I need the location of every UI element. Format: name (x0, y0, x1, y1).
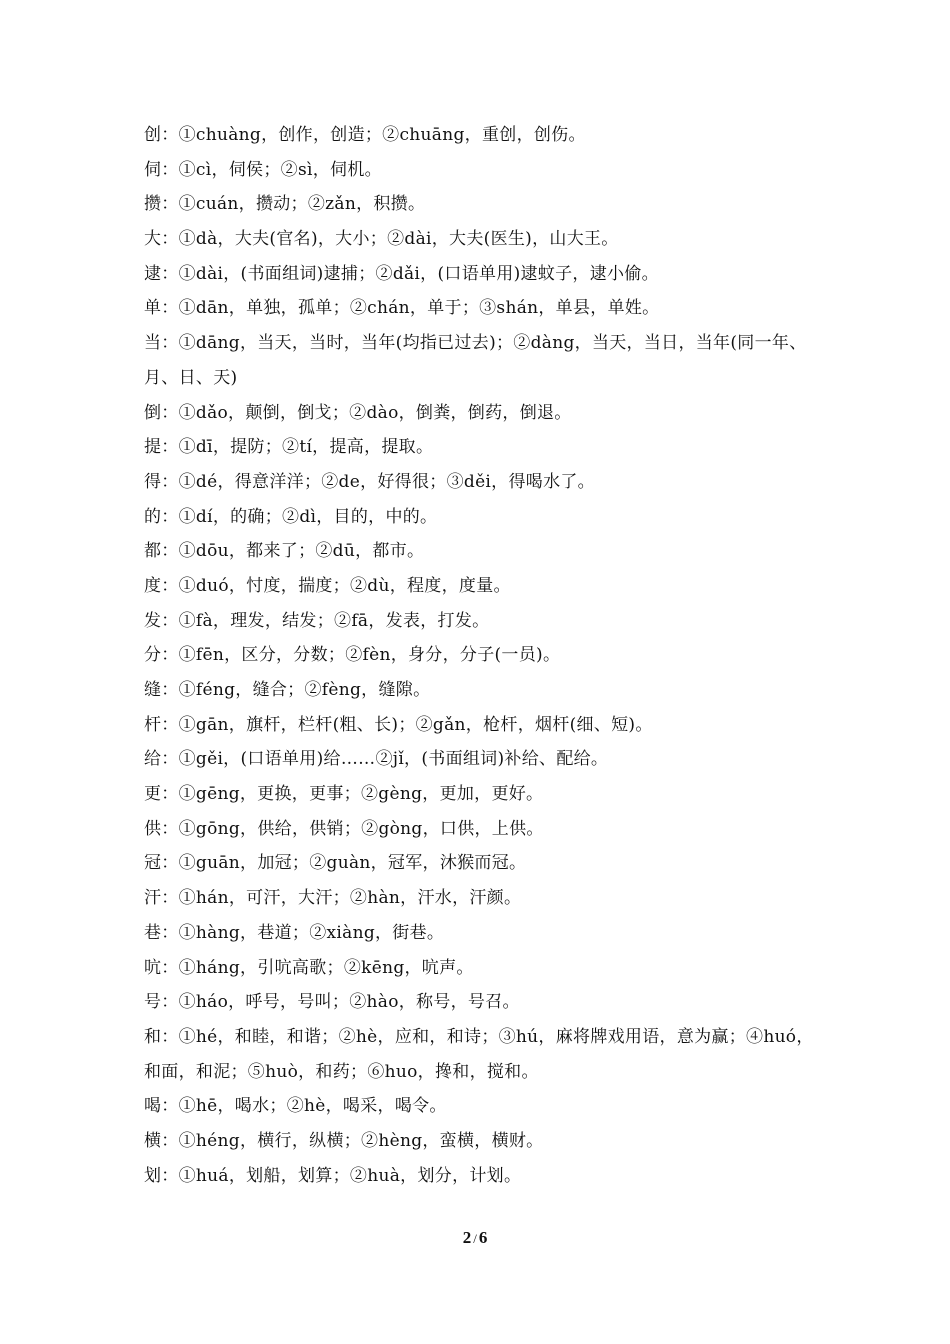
page-current: 2 (462, 1228, 472, 1247)
list-item: 当：①dāng，当天，当时，当年(均指已过去)；②dàng，当天，当日，当年(同一年、 (144, 333, 807, 354)
list-item: 分：①fēn，区分，分数；②fèn，身分，分子(一员)。 (144, 645, 561, 666)
list-item: 更：①gēng，更换，更事；②gèng，更加，更好。 (144, 784, 544, 805)
list-item: 单：①dān，单独，孤单；②chán，单于；③shán，单县，单姓。 (144, 298, 660, 319)
list-item: 横：①héng，横行，纵横；②hèng，蛮横，横财。 (144, 1130, 544, 1151)
list-item: 和：①hé，和睦，和谐；②hè，应和，和诗；③hú，麻将牌戏用语，意为赢；④huó， (144, 1026, 814, 1047)
page-separator: / (473, 1231, 477, 1246)
list-item: 都：①dōu，都来了；②dū，都市。 (144, 541, 425, 562)
list-item: 号：①háo，呼号，号叫；②hào，称号，号召。 (144, 992, 520, 1013)
list-item: 吭：①háng，引吭高歌；②kēng，吭声。 (144, 957, 474, 978)
list-item: 喝：①hē，喝水；②hè，喝采，喝令。 (144, 1096, 447, 1117)
list-item: 的：①dí，的确；②dì，目的，中的。 (144, 506, 438, 527)
list-item: 创：①chuàng，创作，创造；②chuāng，重创，创伤。 (144, 125, 586, 145)
list-item: 度：①duó，忖度，揣度；②dù，程度，度量。 (144, 575, 511, 596)
page-number (0, 1228, 950, 1248)
list-item: 逮：①dài，(书面组词)逮捕；②dǎi，(口语单用)逮蚊子，逮小偷。 (144, 263, 659, 284)
list-item: 倒：①dǎo，颠倒，倒戈；②dào，倒粪，倒药，倒退。 (144, 402, 572, 423)
list-item: 供：①gōng，供给，供销；②gòng，口供，上供。 (144, 818, 544, 839)
list-item: 给：①gěi，(口语单用)给……②jǐ，(书面组词)补给、配给。 (144, 749, 609, 770)
list-item: 攒：①cuán，攒动；②zǎn，积攒。 (144, 194, 426, 215)
list-item: 大：①dà，大夫(官名)，大小；②dài，大夫(医生)，山大王。 (144, 229, 619, 250)
list-item: 杆：①gān，旗杆，栏杆(粗、长)；②gǎn，枪杆，烟杆(细、短)。 (144, 714, 653, 735)
list-item: 缝：①féng，缝合；②fèng，缝隙。 (144, 680, 431, 700)
list-item: 发：①fà，理发，结发；②fā，发表，打发。 (144, 610, 490, 631)
list-item: 冠：①guān，加冠；②guàn，冠军，沐猴而冠。 (144, 853, 527, 874)
list-item-continuation: 和面，和泥；⑤huò，和药；⑥huo，搀和，搅和。 (144, 1061, 539, 1082)
list-item: 汗：①hán，可汗，大汗；②hàn，汗水，汗颜。 (144, 888, 522, 909)
polyphonic-list (144, 118, 814, 1193)
list-item: 巷：①hàng，巷道；②xiàng，街巷。 (144, 922, 445, 943)
list-item: 得：①dé，得意洋洋；②de，好得很；③děi，得喝水了。 (144, 471, 595, 492)
list-item: 划：①huá，划船，划算；②huà，划分，计划。 (144, 1165, 522, 1186)
list-item: 提：①dī，提防；②tí，提高，提取。 (144, 437, 434, 458)
list-item: 伺：①cì，伺侯；②sì，伺机。 (144, 159, 382, 180)
list-item-continuation: 月、日、天) (144, 367, 238, 388)
page-total: 6 (478, 1228, 488, 1247)
